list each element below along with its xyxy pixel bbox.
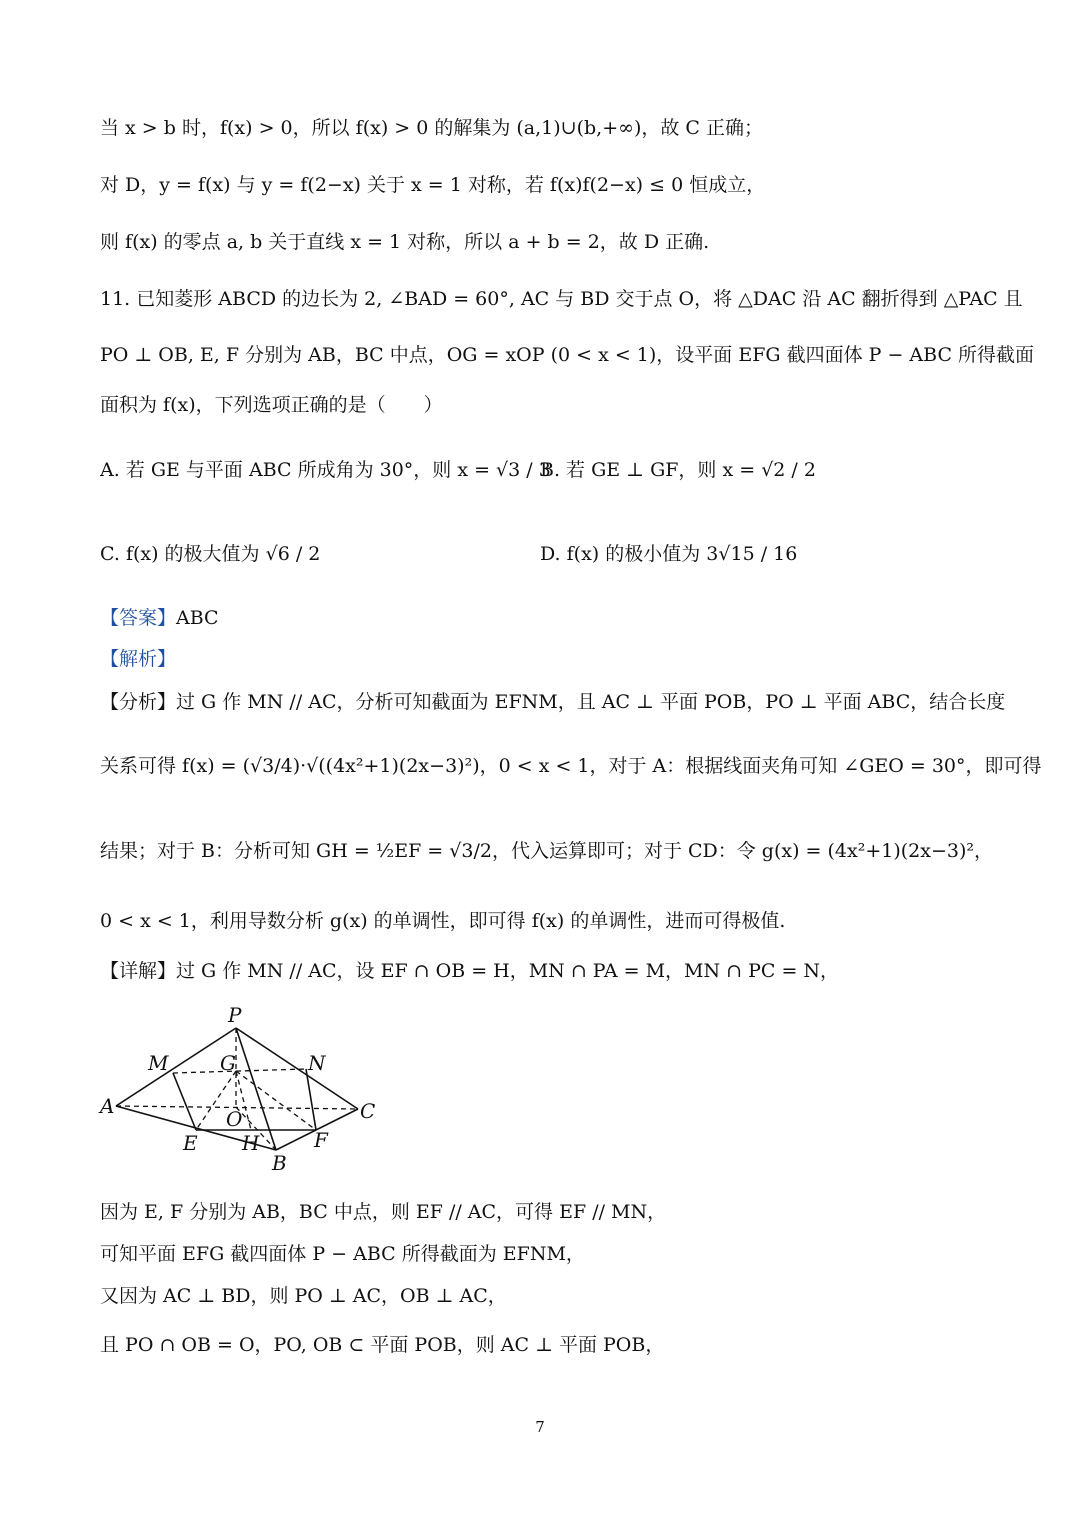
option-b: B. 若 GE ⊥ GF，则 x = √2 / 2: [540, 459, 816, 481]
label-o: O: [226, 1107, 243, 1131]
fenxi-line: 关系可得 f(x) = (√3/4)·√((4x²+1)(2x−3)²)，0 < x < 1，对于 A：根据线面夹角可知 ∠GEO = 30°，即可得: [100, 755, 1042, 777]
label-b: B: [272, 1151, 287, 1175]
text-line: 则 f(x) 的零点 a, b 关于直线 x = 1 对称，所以 a + b = 2，故 D 正确.: [100, 231, 710, 253]
text-line: 因为 E, F 分别为 AB，BC 中点，则 EF // AC，可得 EF // MN，: [100, 1201, 667, 1223]
question-11-line: 11. 已知菱形 ABCD 的边长为 2, ∠BAD = 60°, AC 与 BD 交于点 O，将 △DAC 沿 AC 翻折得到 △PAC 且: [100, 288, 1023, 310]
question-11-line: PO ⊥ OB, E, F 分别为 AB，BC 中点，OG = xOP (0 < x < 1)，设平面 EFG 截四面体 P − ABC 所得截面: [100, 344, 1035, 366]
analysis-heading: [100, 645, 990, 673]
label-p: P: [228, 1003, 242, 1027]
text-line: 当 x > b 时，f(x) > 0，所以 f(x) > 0 的解集为 (a,1)∪(b,+∞)，故 C 正确；: [100, 117, 763, 139]
fenxi-tag: 【分析】: [100, 691, 177, 713]
text-line: 且 PO ∩ OB = O，PO, OB ⊂ 平面 POB，则 AC ⊥ 平面 POB，: [100, 1334, 665, 1356]
fenxi-line: 结果；对于 B：分析可知 GH = ½EF = √3/2，代入运算即可；对于 CD：令 g(x) = (4x²+1)(2x−3)²，: [100, 840, 994, 862]
jiexi-tag: 【解析】: [100, 648, 177, 670]
xiangjie-text: 过 G 作 MN // AC，设 EF ∩ OB = H，MN ∩ PA = M，MN ∩ PC = N，: [176, 960, 840, 982]
label-h: H: [242, 1131, 260, 1155]
tetrahedron-figure: [96, 1000, 396, 1180]
fenxi-text: 过 G 作 MN // AC，分析可知截面为 EFNM，且 AC ⊥ 平面 POB，PO ⊥ 平面 ABC，结合长度: [176, 691, 1006, 713]
label-m: M: [148, 1051, 169, 1075]
xiangjie-line: [100, 957, 990, 985]
option-c: C. f(x) 的极大值为 √6 / 2: [100, 543, 321, 565]
xiangjie-tag: 【详解】: [100, 960, 177, 982]
text-line: 又因为 AC ⊥ BD，则 PO ⊥ AC，OB ⊥ AC，: [100, 1285, 507, 1307]
answer-value: ABC: [176, 607, 219, 629]
fenxi-line: 0 < x < 1，利用导数分析 g(x) 的单调性，即可得 f(x) 的单调性，进而可得极值.: [100, 910, 786, 932]
answer-line: [100, 604, 990, 632]
text-line: 对 D，y = f(x) 与 y = f(2−x) 关于 x = 1 对称，若 f(x)f(2−x) ≤ 0 恒成立，: [100, 174, 766, 196]
answer-tag: 【答案】: [100, 607, 177, 629]
label-f: F: [314, 1128, 328, 1152]
text-line: 可知平面 EFG 截四面体 P − ABC 所得截面为 EFNM，: [100, 1243, 585, 1265]
question-11-line: 面积为 f(x)，下列选项正确的是（ ）: [100, 394, 443, 416]
fenxi-line: [100, 688, 1006, 716]
page-number: 7: [535, 1418, 545, 1436]
label-e: E: [183, 1131, 198, 1155]
label-a: A: [100, 1094, 115, 1118]
option-d: D. f(x) 的极小值为 3√15 / 16: [540, 543, 798, 565]
option-a: A. 若 GE 与平面 ABC 所成角为 30°，则 x = √3 / 3: [100, 459, 551, 481]
label-c: C: [360, 1099, 376, 1123]
label-g: G: [220, 1051, 236, 1075]
label-n: N: [308, 1051, 326, 1075]
